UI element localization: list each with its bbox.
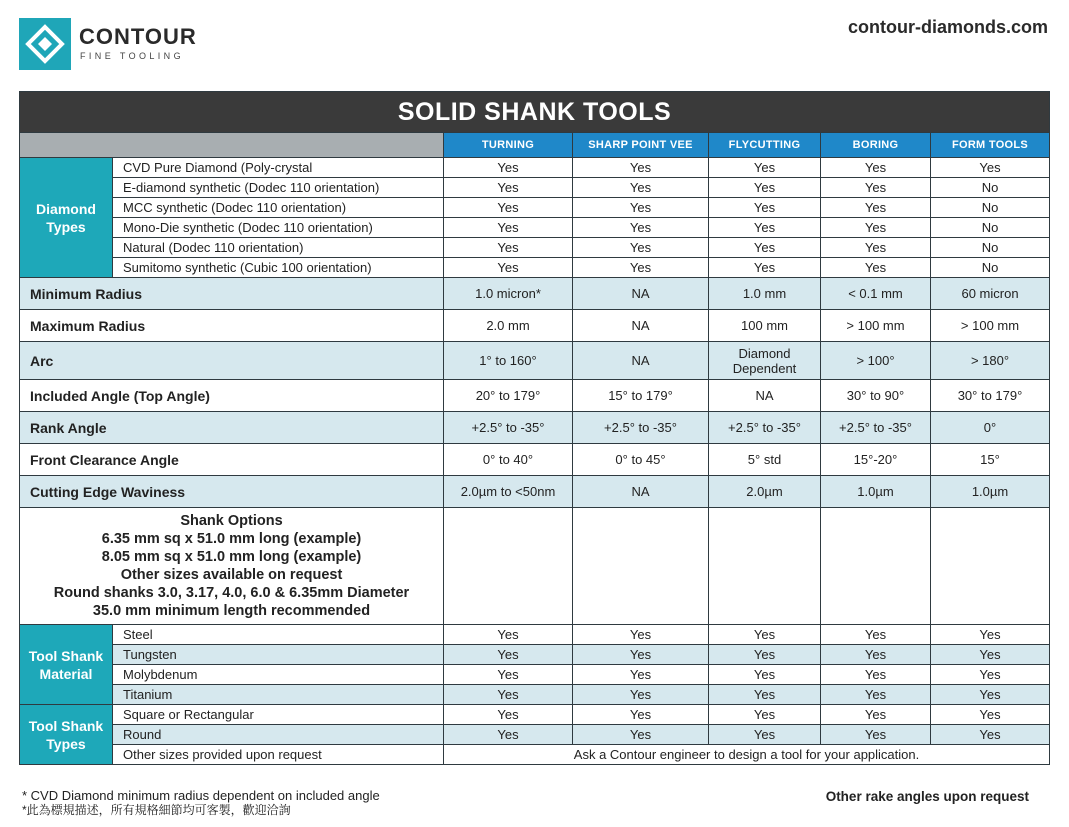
material-label: Steel [113, 625, 444, 645]
empty-cell [573, 508, 709, 625]
spec-label: Maximum Radius [20, 310, 444, 342]
empty-cell [931, 508, 1050, 625]
spec-value: 30° to 90° [821, 380, 931, 412]
diamond-type-value: No [931, 238, 1050, 258]
diamond-type-value: No [931, 258, 1050, 278]
diamond-type-value: Yes [709, 218, 821, 238]
spec-value: Diamond Dependent [709, 342, 821, 380]
page-header [0, 0, 1069, 88]
spec-value: 20° to 179° [444, 380, 573, 412]
spec-value: 2.0µm to <50nm [444, 476, 573, 508]
table-title: SOLID SHANK TOOLS [20, 92, 1050, 133]
spec-value: 2.0 mm [444, 310, 573, 342]
spec-value: 0° to 40° [444, 444, 573, 476]
brand-tagline: FINE TOOLING [80, 51, 184, 61]
brand-name: CONTOUR [79, 24, 197, 49]
material-value: Yes [444, 665, 573, 685]
diamond-type-label: Mono-Die synthetic (Dodec 110 orientation) [113, 218, 444, 238]
spec-value: 1.0µm [821, 476, 931, 508]
spec-value: 1.0 micron* [444, 278, 573, 310]
material-label: Molybdenum [113, 665, 444, 685]
material-row [20, 645, 1050, 665]
diamond-type-value: Yes [709, 198, 821, 218]
diamond-type-row [20, 158, 1050, 178]
diamond-type-value: No [931, 198, 1050, 218]
diamond-type-value: Yes [573, 158, 709, 178]
material-value: Yes [573, 685, 709, 705]
diamond-type-value: Yes [931, 158, 1050, 178]
material-value: Yes [573, 645, 709, 665]
spec-value: NA [573, 278, 709, 310]
footnote-chinese: *此為標規描述，所有規格細節均可客製，歡迎洽詢 [22, 803, 291, 817]
shank-type-group-line: Tool Shank [28, 717, 104, 734]
diamond-type-label: MCC synthetic (Dodec 110 orientation) [113, 198, 444, 218]
spec-label: Rank Angle [20, 412, 444, 444]
diamond-logo-icon [19, 18, 71, 70]
material-value: Yes [821, 685, 931, 705]
spec-value: > 100 mm [931, 310, 1050, 342]
spec-row [20, 278, 1050, 310]
spec-value: 0° [931, 412, 1050, 444]
diamond-type-value: Yes [821, 218, 931, 238]
material-value: Yes [444, 625, 573, 645]
material-row [20, 625, 1050, 645]
diamond-type-label: E-diamond synthetic (Dodec 110 orientation) [113, 178, 444, 198]
material-value: Yes [444, 645, 573, 665]
material-value: Yes [821, 625, 931, 645]
spec-value: 1.0µm [931, 476, 1050, 508]
shank-type-label: Round [113, 725, 444, 745]
column-form-tools: FORM TOOLS [931, 133, 1050, 158]
shank-option-line: Other sizes available on request [120, 567, 343, 583]
spec-row [20, 412, 1050, 444]
solid-shank-tools-table [19, 91, 1050, 765]
spec-label: Front Clearance Angle [20, 444, 444, 476]
shank-type-value: Yes [573, 705, 709, 725]
diamond-type-value: Yes [573, 258, 709, 278]
shank-options-row [20, 508, 1050, 625]
shank-type-value: Yes [709, 705, 821, 725]
diamond-type-value: Yes [573, 198, 709, 218]
spec-value: 1° to 160° [444, 342, 573, 380]
diamond-type-value: Yes [573, 178, 709, 198]
diamond-type-value: Yes [573, 238, 709, 258]
material-value: Yes [709, 665, 821, 685]
diamond-type-group-line: Types [46, 218, 86, 235]
spec-value: +2.5° to -35° [573, 412, 709, 444]
diamond-type-label: Natural (Dodec 110 orientation) [113, 238, 444, 258]
shank-type-value: Yes [573, 725, 709, 745]
material-value: Yes [821, 665, 931, 685]
material-label: Tungsten [113, 645, 444, 665]
spec-row [20, 444, 1050, 476]
material-value: Yes [931, 685, 1050, 705]
diamond-type-value: Yes [573, 218, 709, 238]
diamond-type-value: Yes [821, 258, 931, 278]
spec-value: NA [573, 310, 709, 342]
diamond-type-group-line: Diamond [36, 200, 96, 217]
spec-value: 100 mm [709, 310, 821, 342]
spec-label: Cutting Edge Waviness [20, 476, 444, 508]
material-value: Yes [709, 645, 821, 665]
spec-value: 15° to 179° [573, 380, 709, 412]
shank-type-label: Square or Rectangular [113, 705, 444, 725]
spec-value: NA [709, 380, 821, 412]
diamond-type-value: Yes [444, 218, 573, 238]
material-value: Yes [931, 665, 1050, 685]
material-row [20, 665, 1050, 685]
shank-options-cell [20, 508, 444, 625]
shank-option-line: 35.0 mm minimum length recommended [92, 603, 371, 619]
spec-value: > 100° [821, 342, 931, 380]
spec-row [20, 380, 1050, 412]
spec-value: 15° [931, 444, 1050, 476]
shank-type-other-row [20, 745, 1050, 765]
material-value: Yes [931, 625, 1050, 645]
design-request-note: Ask a Contour engineer to design a tool for your application. [444, 745, 1050, 765]
diamond-type-value: Yes [444, 198, 573, 218]
empty-cell [709, 508, 821, 625]
diamond-type-group-label [20, 158, 113, 278]
empty-cell [444, 508, 573, 625]
footnote-rake-angles: Other rake angles upon request [825, 789, 1029, 804]
shank-type-value: Yes [931, 705, 1050, 725]
diamond-type-value: Yes [709, 178, 821, 198]
material-value: Yes [573, 665, 709, 685]
diamond-type-value: No [931, 178, 1050, 198]
diamond-type-row [20, 218, 1050, 238]
material-label: Titanium [113, 685, 444, 705]
spec-label: Minimum Radius [20, 278, 444, 310]
column-sharp-point-vee: SHARP POINT VEE [573, 133, 709, 158]
spec-label: Arc [20, 342, 444, 380]
shank-type-row [20, 725, 1050, 745]
diamond-type-value: Yes [709, 158, 821, 178]
column-turning: TURNING [444, 133, 573, 158]
spec-value: 0° to 45° [573, 444, 709, 476]
spec-value: +2.5° to -35° [709, 412, 821, 444]
diamond-type-value: Yes [821, 238, 931, 258]
spec-row [20, 476, 1050, 508]
material-group-label [20, 625, 113, 705]
diamond-type-value: Yes [821, 158, 931, 178]
material-row [20, 685, 1050, 705]
diamond-type-row [20, 178, 1050, 198]
column-boring: BORING [821, 133, 931, 158]
spec-value: +2.5° to -35° [821, 412, 931, 444]
empty-cell [821, 508, 931, 625]
shank-type-value: Yes [444, 705, 573, 725]
material-group-line: Tool Shank [28, 647, 104, 664]
website-url[interactable]: contour-diamonds.com [847, 17, 1048, 37]
spec-value: 15°-20° [821, 444, 931, 476]
diamond-type-value: Yes [821, 198, 931, 218]
diamond-type-value: Yes [444, 178, 573, 198]
material-value: Yes [573, 625, 709, 645]
shank-type-value: Yes [444, 725, 573, 745]
spec-value: 60 micron [931, 278, 1050, 310]
shank-type-row [20, 705, 1050, 725]
diamond-type-value: Yes [444, 158, 573, 178]
spec-value: 2.0µm [709, 476, 821, 508]
footnote-cvd: * CVD Diamond minimum radius dependent on included angle [22, 788, 380, 803]
spec-value: > 100 mm [821, 310, 931, 342]
diamond-type-label: Sumitomo synthetic (Cubic 100 orientation) [113, 258, 444, 278]
shank-options-title: Shank Options [180, 513, 283, 529]
spec-row [20, 342, 1050, 380]
spec-value: < 0.1 mm [821, 278, 931, 310]
spec-label: Included Angle (Top Angle) [20, 380, 444, 412]
material-value: Yes [821, 645, 931, 665]
shank-type-value: Yes [931, 725, 1050, 745]
shank-type-group-label [20, 705, 113, 765]
material-value: Yes [444, 685, 573, 705]
diamond-type-row [20, 258, 1050, 278]
header-spacer [20, 133, 444, 158]
spec-value: 30° to 179° [931, 380, 1050, 412]
spec-value: > 180° [931, 342, 1050, 380]
spec-value: NA [573, 342, 709, 380]
shank-option-line: Round shanks 3.0, 3.17, 4.0, 6.0 & 6.35mm Diameter [53, 585, 410, 601]
column-header-row [20, 133, 1050, 158]
diamond-type-value: No [931, 218, 1050, 238]
shank-type-value: Yes [709, 725, 821, 745]
shank-option-line: 6.35 mm sq x 51.0 mm long (example) [101, 531, 362, 547]
diamond-type-value: Yes [444, 238, 573, 258]
shank-type-group-line: Types [46, 735, 86, 752]
material-value: Yes [931, 645, 1050, 665]
spec-value: NA [573, 476, 709, 508]
shank-type-value: Yes [821, 725, 931, 745]
spec-value: +2.5° to -35° [444, 412, 573, 444]
diamond-type-value: Yes [444, 258, 573, 278]
material-value: Yes [709, 625, 821, 645]
material-group-line: Material [39, 665, 93, 682]
diamond-type-value: Yes [821, 178, 931, 198]
spec-value: 1.0 mm [709, 278, 821, 310]
diamond-type-value: Yes [709, 258, 821, 278]
shank-type-value: Yes [821, 705, 931, 725]
footnotes-left [22, 789, 380, 817]
column-flycutting: FLYCUTTING [709, 133, 821, 158]
material-value: Yes [709, 685, 821, 705]
diamond-type-value: Yes [709, 238, 821, 258]
spec-value: 5° std [709, 444, 821, 476]
diamond-type-row [20, 198, 1050, 218]
diamond-type-label: CVD Pure Diamond (Poly-crystal [113, 158, 444, 178]
spec-row [20, 310, 1050, 342]
shank-type-other-label: Other sizes provided upon request [113, 745, 444, 765]
diamond-type-row [20, 238, 1050, 258]
shank-option-line: 8.05 mm sq x 51.0 mm long (example) [101, 549, 362, 565]
